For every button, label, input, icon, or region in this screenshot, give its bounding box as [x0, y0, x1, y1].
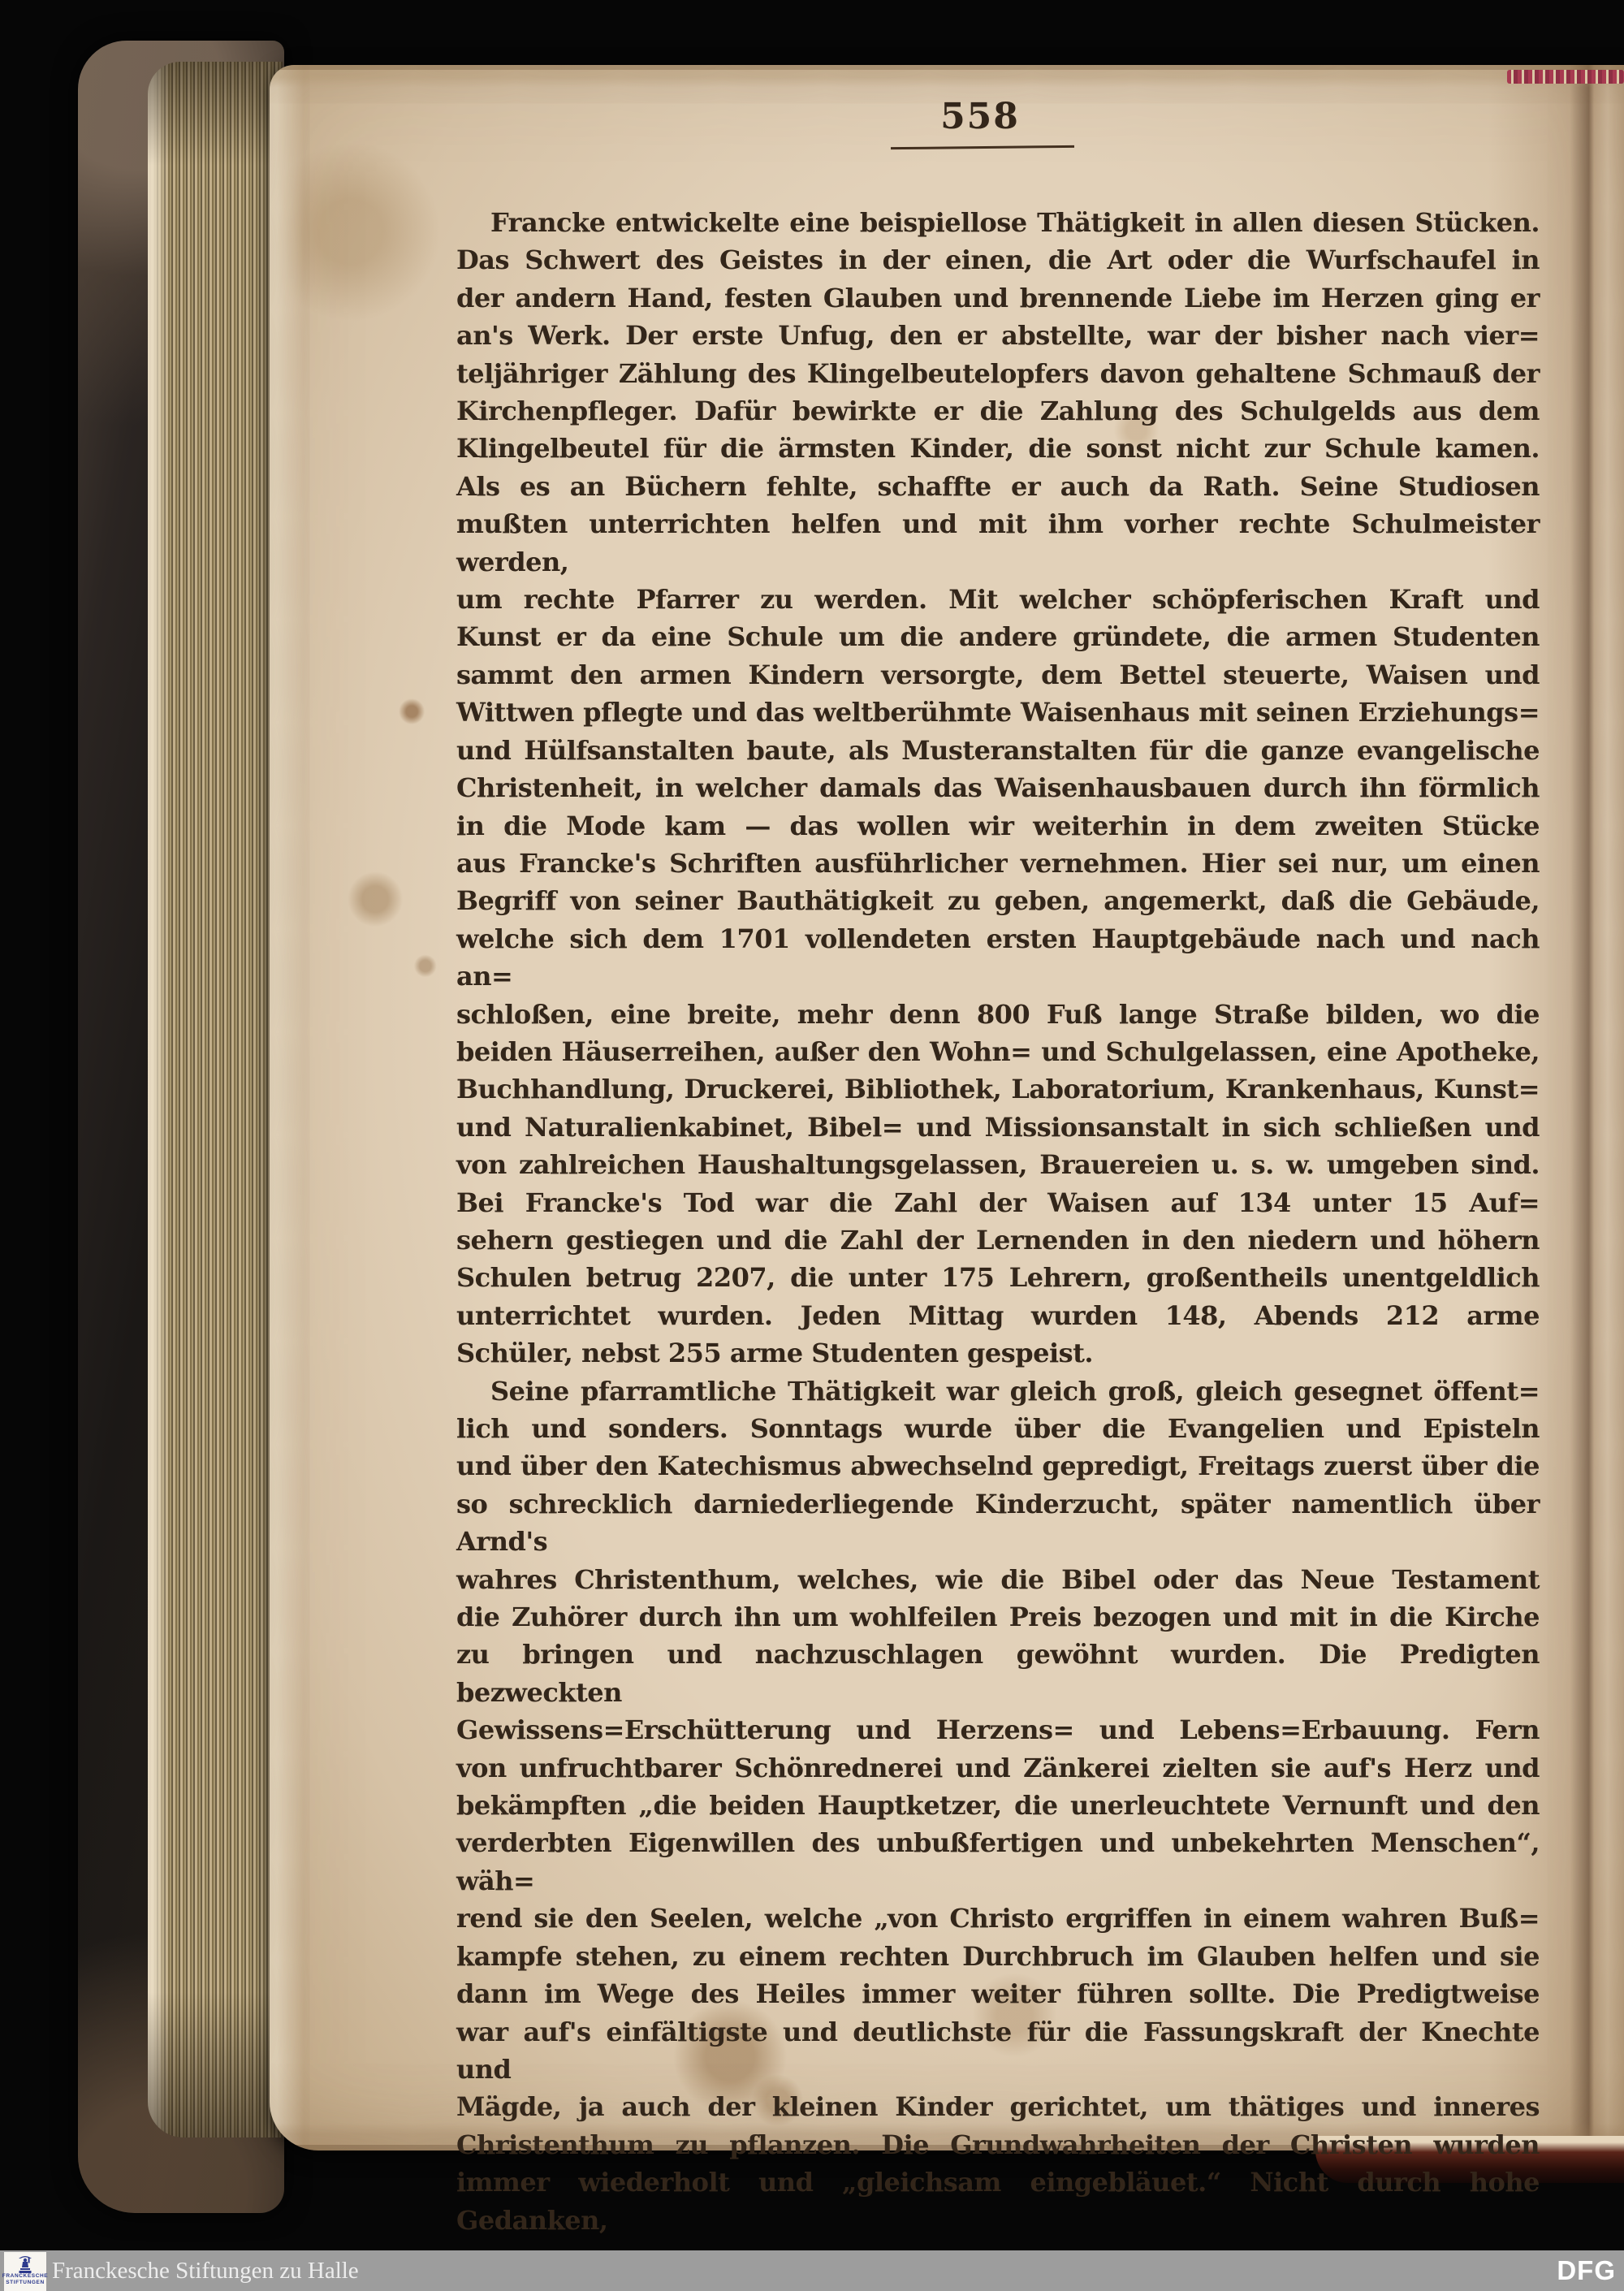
text-line: Gewissens=Erschütterung und Herzens= und Lebens=Erbauung. Fern — [456, 1714, 1540, 1746]
text-line: rend sie den Seelen, welche „von Christo ergriffen in einem wahren Buß= — [456, 1903, 1540, 1934]
text-line: mußten unterrichten helfen und mit ihm vorher rechte Schulmeister werden, — [456, 508, 1540, 577]
page-block-fore-edge — [148, 62, 283, 2138]
text-line: Buchhandlung, Druckerei, Bibliothek, Laboratorium, Krankenhaus, Kunst= — [456, 1074, 1540, 1105]
text-line: von zahlreichen Haushaltungsgelassen, Brauereien u. s. w. umgeben sind. — [456, 1149, 1540, 1181]
text-line: verderbten Eigenwillen des unbußfertigen und unbekehrten Menschen“, wäh= — [456, 1827, 1540, 1896]
paragraph — [456, 1372, 1540, 2239]
text-line: welche sich dem 1701 vollendeten ersten Hauptgebäude nach und nach an= — [456, 923, 1540, 992]
text-line: Christenthum zu pflanzen. Die Grundwahrheiten der Christen wurden — [456, 2129, 1540, 2160]
text-line: teljähriger Zählung des Klingelbeutelopfers davon gehaltene Schmauß der — [456, 357, 1540, 389]
logo-text-line1: FRANCKESCHE — [2, 2273, 49, 2279]
text-line: an's Werk. Der erste Unfug, den er abstellte, war der bisher nach vier= — [456, 320, 1540, 352]
body-text — [456, 204, 1540, 2239]
text-line: beiden Häuserreihen, außer den Wohn= und Schulgelassen, eine Apotheke, — [456, 1035, 1540, 1067]
text-line: unterrichtet wurden. Jeden Mittag wurden 148, Abends 212 arme — [456, 1299, 1540, 1331]
paragraph — [456, 204, 1540, 1372]
dfg-logo: DFG — [1557, 2255, 1616, 2285]
text-line: und Hülfsanstalten baute, als Musteranstalten für die ganze evangelische — [456, 734, 1540, 766]
text-line: um rechte Pfarrer zu werden. Mit welcher schöpferischen Kraft und — [456, 584, 1540, 616]
text-line: Mägde, ja auch der kleinen Kinder gerichtet, um thätiges und inneres — [456, 2091, 1540, 2123]
text-line: bekämpften „die beiden Hauptketzer, die unerleuchtete Vernunft und den — [456, 1790, 1540, 1822]
text-line: Als es an Büchern fehlte, schaffte er auch da Rath. Seine Studiosen — [456, 470, 1540, 502]
text-line: aus Francke's Schriften ausführlicher vernehmen. Hier sei nur, um einen — [456, 847, 1540, 879]
text-line: war auf's einfältigste und deutlichste für die Fassungskraft der Knechte und — [456, 2016, 1540, 2085]
text-line: Bei Francke's Tod war die Zahl der Waisen auf 134 unter 15 Auf= — [456, 1187, 1540, 1218]
text-line: Kunst er da eine Schule um die andere gründete, die armen Studenten — [456, 621, 1540, 653]
text-line: Das Schwert des Geistes in der einen, die Art oder die Wurfschaufel in — [456, 244, 1540, 276]
text-line: Seine pfarramtliche Thätigkeit war gleich groß, gleich gesegnet öffent= — [490, 1375, 1540, 1407]
text-line: Kirchenpfleger. Dafür bewirkte er die Zahlung des Schulgelds aus dem — [456, 396, 1540, 427]
francke-monument-icon — [16, 2254, 34, 2273]
logo-text-line2: STIFTUNGEN — [6, 2279, 45, 2285]
text-line: der andern Hand, festen Glauben und brennende Liebe im Herzen ging er — [456, 282, 1540, 313]
text-line: Schüler, nebst 255 arme Studenten gespeist. — [456, 1338, 1094, 1369]
institution-name: Franckesche Stiftungen zu Halle — [52, 2258, 359, 2284]
text-line: in die Mode kam — das wollen wir weiterhin in dem zweiten Stücke — [456, 810, 1540, 841]
text-line: Francke entwickelte eine beispiellose Thätigkeit in allen diesen Stücken. — [490, 207, 1540, 238]
text-line: so schrecklich darniederliegende Kinderzucht, später namentlich über Arnd's — [456, 1488, 1540, 1558]
text-line: wahres Christenthum, welches, wie die Bibel oder das Neue Testament — [456, 1563, 1540, 1595]
text-line: kampfe stehen, zu einem rechten Durchbruch im Glauben helfen und sie — [456, 1940, 1540, 1972]
text-line: lich und sonders. Sonntags wurde über die Evangelien und Episteln — [456, 1413, 1540, 1444]
franckesche-stiftungen-logo — [2, 2252, 49, 2291]
text-line: Schulen betrug 2207, die unter 175 Lehrern, großentheils unentgeldlich — [456, 1262, 1540, 1294]
text-line: Wittwen pflegte und das weltberühmte Waisenhaus mit seinen Erziehungs= — [456, 697, 1540, 728]
text-line: dann im Wege des Heiles immer weiter führen sollte. Die Predigtweise — [456, 1978, 1540, 2010]
text-line: die Zuhörer durch ihn um wohlfeilen Preis bezogen und mit in die Kirche — [456, 1602, 1540, 1633]
text-line: sammt den armen Kindern versorgte, dem Bettel steuerte, Waisen und — [456, 659, 1540, 690]
text-line: sehern gestiegen und die Zahl der Lernenden in den niedern und höhern — [456, 1224, 1540, 1256]
text-line: schloßen, eine breite, mehr denn 800 Fuß lange Straße bilden, wo die — [456, 998, 1540, 1030]
text-line: Klingelbeutel für die ärmsten Kinder, die sonst nicht zur Schule kamen. — [456, 433, 1540, 465]
text-line: und Naturalienkabinet, Bibel= und Missionsanstalt in sich schließen und — [456, 1111, 1540, 1143]
text-line: Begriff von seiner Bauthätigkeit zu geben, angemerkt, daß die Gebäude, — [456, 885, 1540, 917]
text-line: immer wiederholt und „gleichsam eingebläuet.“ Nicht durch hohe Gedanken, — [456, 2167, 1540, 2236]
headband — [1507, 70, 1624, 84]
page-number: 558 — [940, 96, 1020, 137]
text-line: Christenheit, in welcher damals das Waisenhausbauen durch ihn förmlich — [456, 772, 1540, 804]
text-line: zu bringen und nachzuschlagen gewöhnt wurden. Die Predigten bezweckten — [456, 1639, 1540, 1708]
text-line: von unfruchtbarer Schönrednerei und Zänkerei zielten sie auf's Herz und — [456, 1752, 1540, 1783]
text-line: und über den Katechismus abwechselnd gepredigt, Freitags zuerst über die — [456, 1450, 1540, 1482]
